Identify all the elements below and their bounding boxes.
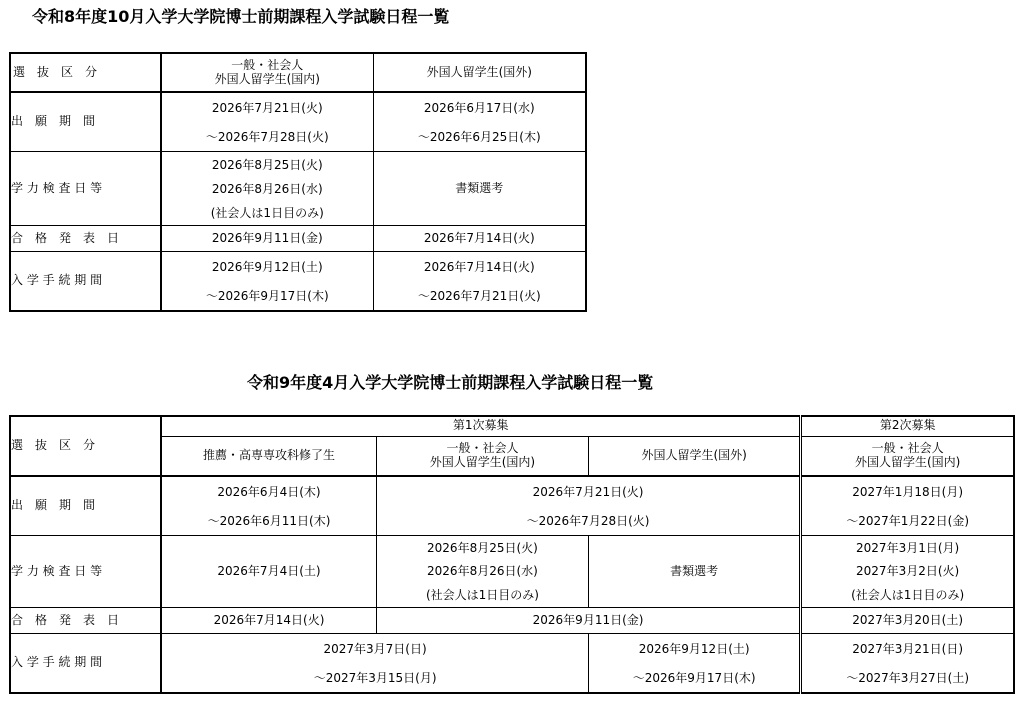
date-to: ～2026年7月21日(火) (417, 288, 541, 303)
exam-day-1: 2026年8月25日(火) (211, 157, 323, 172)
exam-day-2: 2027年3月2日(火) (856, 564, 960, 579)
exam-day-2: 2026年8月26日(水) (427, 564, 538, 579)
col-header-general-line2: 外国人留学生(国内) (429, 454, 536, 469)
schedule-table-apr-2027 (9, 415, 1015, 694)
col-header-foreign: 外国人留学生(国外) (589, 436, 801, 476)
cell-exam-general (376, 536, 588, 608)
date-to: ～2026年7月28日(火) (526, 513, 650, 528)
date-to: ～2027年1月22日(金) (846, 513, 970, 528)
table2-title: 令和9年度4月入学大学院博士前期課程入学試験日程一覧 (247, 373, 654, 392)
row-enrollment (10, 252, 586, 312)
row-label-exam: 学 力 検 査 日 等 (10, 536, 161, 608)
row-label-selection: 選 抜 区 分 (10, 416, 161, 476)
date-to: ～2027年3月15日(月) (313, 670, 437, 685)
col-header-general-line1: 一般・社会人 (231, 57, 304, 72)
label-text: 選 抜 区 分 (13, 64, 98, 79)
col-header-general (161, 53, 373, 92)
exam-note: (社会人は1日目のみ) (210, 205, 324, 220)
cell-result-general: 2026年9月11日(金) (161, 226, 373, 252)
cell-application-general (161, 92, 373, 152)
exam-note: (社会人は1日目のみ) (425, 587, 539, 602)
col-header-general-line1: 一般・社会人 (446, 440, 519, 455)
col-header-foreign: 外国人留学生(国外) (373, 53, 586, 92)
cell-exam-round2 (801, 536, 1014, 608)
col-header-round2 (801, 436, 1014, 476)
header-row (10, 53, 586, 92)
row-label-exam: 学 力 検 査 日 等 (10, 152, 161, 226)
date-from: 2026年7月21日(火) (532, 484, 644, 499)
row-exam (10, 536, 1014, 608)
col-header-recommend: 推薦・高専専攻科修了生 (161, 436, 376, 476)
row-label-selection (10, 53, 161, 92)
date-to: ～2027年3月27日(土) (846, 670, 970, 685)
cell-enrollment-round2 (801, 634, 1014, 694)
date-to: ～2026年9月17日(木) (632, 670, 756, 685)
row-label-application: 出 願 期 間 (10, 92, 161, 152)
round-header-row (10, 416, 1014, 436)
schedule-table-oct-2026 (9, 52, 587, 312)
row-label-result: 合 格 発 表 日 (10, 608, 161, 634)
date-from: 2026年7月14日(火) (423, 259, 535, 274)
row-result (10, 226, 586, 252)
date-from: 2026年9月12日(土) (638, 641, 750, 656)
row-enrollment (10, 634, 1014, 694)
date-to: ～2026年7月28日(火) (205, 129, 329, 144)
exam-note: (社会人は1日目のみ) (851, 587, 965, 602)
col-header-round2-line1: 一般・社会人 (871, 440, 944, 455)
row-label-enrollment: 入 学 手 続 期 間 (10, 252, 161, 312)
date-from: 2027年3月7日(日) (323, 641, 427, 656)
row-label-enrollment: 入 学 手 続 期 間 (10, 634, 161, 694)
col-header-general-line2: 外国人留学生(国内) (214, 71, 320, 86)
cell-exam-general (161, 152, 373, 226)
date-to: ～2026年9月17日(木) (205, 288, 329, 303)
cell-application-foreign (373, 92, 586, 152)
cell-result-general-foreign: 2026年9月11日(金) (376, 608, 800, 634)
date-to: ～2026年6月25日(木) (417, 129, 541, 144)
exam-day-1: 2026年8月25日(火) (427, 541, 538, 556)
cell-exam-foreign: 書類選考 (589, 536, 801, 608)
row-application (10, 92, 586, 152)
row-label-result: 合 格 発 表 日 (10, 226, 161, 252)
date-from: 2026年9月12日(土) (211, 259, 323, 274)
date-to: ～2026年6月11日(木) (207, 513, 331, 528)
cell-exam-recommend: 2026年7月4日(土) (161, 536, 376, 608)
row-exam (10, 152, 586, 226)
cell-result-round2: 2027年3月20日(土) (801, 608, 1014, 634)
col-header-general (376, 436, 588, 476)
date-from: 2026年6月4日(木) (217, 484, 321, 499)
table1-title: 令和8年度10月入学大学院博士前期課程入学試験日程一覧 (32, 7, 450, 26)
row-label-application: 出 願 期 間 (10, 476, 161, 536)
date-from: 2026年6月17日(水) (423, 100, 535, 115)
cell-enrollment-foreign (589, 634, 801, 694)
round1-header: 第1次募集 (161, 416, 801, 436)
cell-result-recommend: 2026年7月14日(火) (161, 608, 376, 634)
cell-application-general-foreign (376, 476, 800, 536)
cell-application-round2 (801, 476, 1014, 536)
row-result (10, 608, 1014, 634)
round2-header: 第2次募集 (801, 416, 1014, 436)
category-header-row (10, 436, 1014, 476)
date-from: 2027年3月21日(日) (852, 641, 964, 656)
row-application (10, 476, 1014, 536)
cell-exam-foreign: 書類選考 (373, 152, 586, 226)
col-header-round2-line2: 外国人留学生(国内) (854, 454, 961, 469)
date-from: 2027年1月18日(月) (852, 484, 964, 499)
exam-day-2: 2026年8月26日(水) (211, 181, 323, 196)
cell-result-foreign: 2026年7月14日(火) (373, 226, 586, 252)
cell-enrollment-recommend-general (161, 634, 588, 694)
cell-application-recommend (161, 476, 376, 536)
exam-day-1: 2027年3月1日(月) (856, 541, 960, 556)
date-from: 2026年7月21日(火) (211, 100, 323, 115)
cell-enrollment-foreign (373, 252, 586, 312)
cell-enrollment-general (161, 252, 373, 312)
